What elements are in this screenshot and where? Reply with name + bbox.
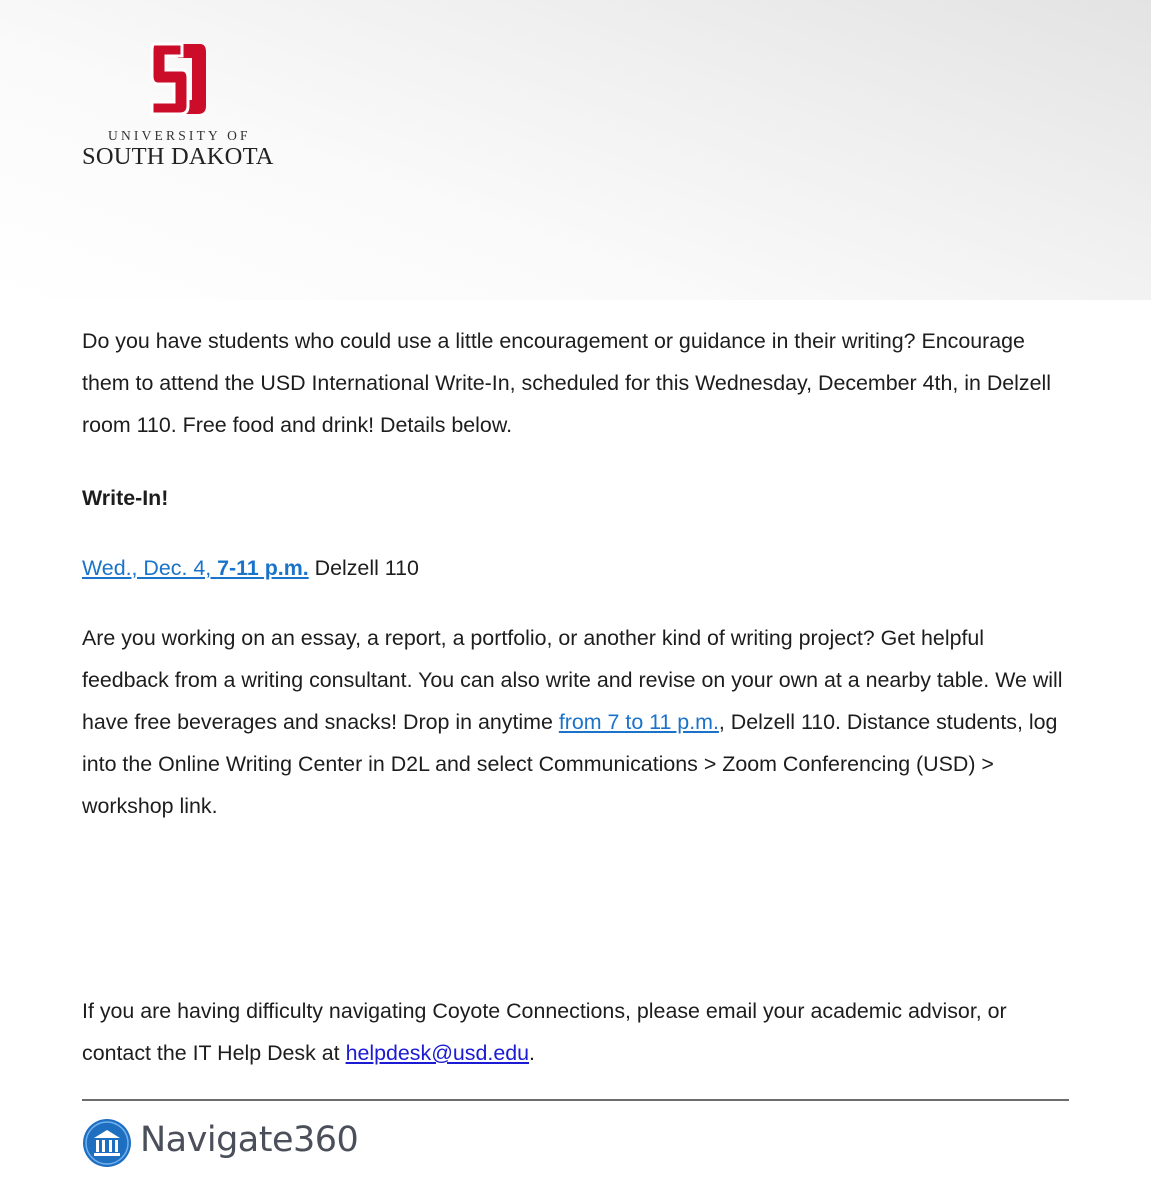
time-range-link[interactable]: from 7 to 11 p.m. <box>558 710 719 734</box>
logo-text-university-of: UNIVERSITY OF <box>108 128 251 143</box>
help-text: If you are having difficulty navigating Coyote Connections, please email your academic advisor, or contact the IT Help Desk at <box>82 999 1007 1065</box>
help-text-end: . <box>529 1041 535 1065</box>
email-header <box>0 0 1151 300</box>
logo-text-south-dakota: SOUTH DAKOTA <box>82 143 274 170</box>
navigate360-wordmark: Navigate360 <box>140 1120 359 1160</box>
intro-paragraph: Do you have students who could use a little encouragement or guidance in their writing? Encourage them to attend the USD International Write-In, scheduled for this Wednesday, December 4th, in Delzell room 110. Free food and drink! Details below. <box>82 329 1052 437</box>
event-date-text: Wed., Dec. 4, <box>82 556 218 580</box>
event-description <box>82 617 1072 827</box>
event-location: Delzell 110 <box>308 556 419 580</box>
helpdesk-email-link[interactable]: helpdesk@usd.edu <box>345 1041 530 1065</box>
event-when-line <box>82 547 419 589</box>
description-text-1: Are you working on an essay, a report, a portfolio, or another kind of writing project? Get helpful feedback from a writing consultant. You can also write and revise on your own at a nearby table. We will have free beverages and snacks! Drop in anytime <box>82 626 1063 734</box>
event-date-link[interactable] <box>82 556 309 580</box>
usd-sd-monogram-icon <box>148 40 210 118</box>
event-title: Write-In! <box>82 486 169 510</box>
help-paragraph <box>82 990 1072 1074</box>
description-text-2: , Delzell 110. Distance students, log into the Online Writing Center in D2L and select Communications > Zoom Conferencing (USD) > workshop link. <box>82 710 1058 818</box>
footer-divider <box>82 1099 1069 1101</box>
event-time-text: 7-11 p.m. <box>217 556 309 580</box>
navigate-bank-building-icon <box>82 1118 132 1168</box>
